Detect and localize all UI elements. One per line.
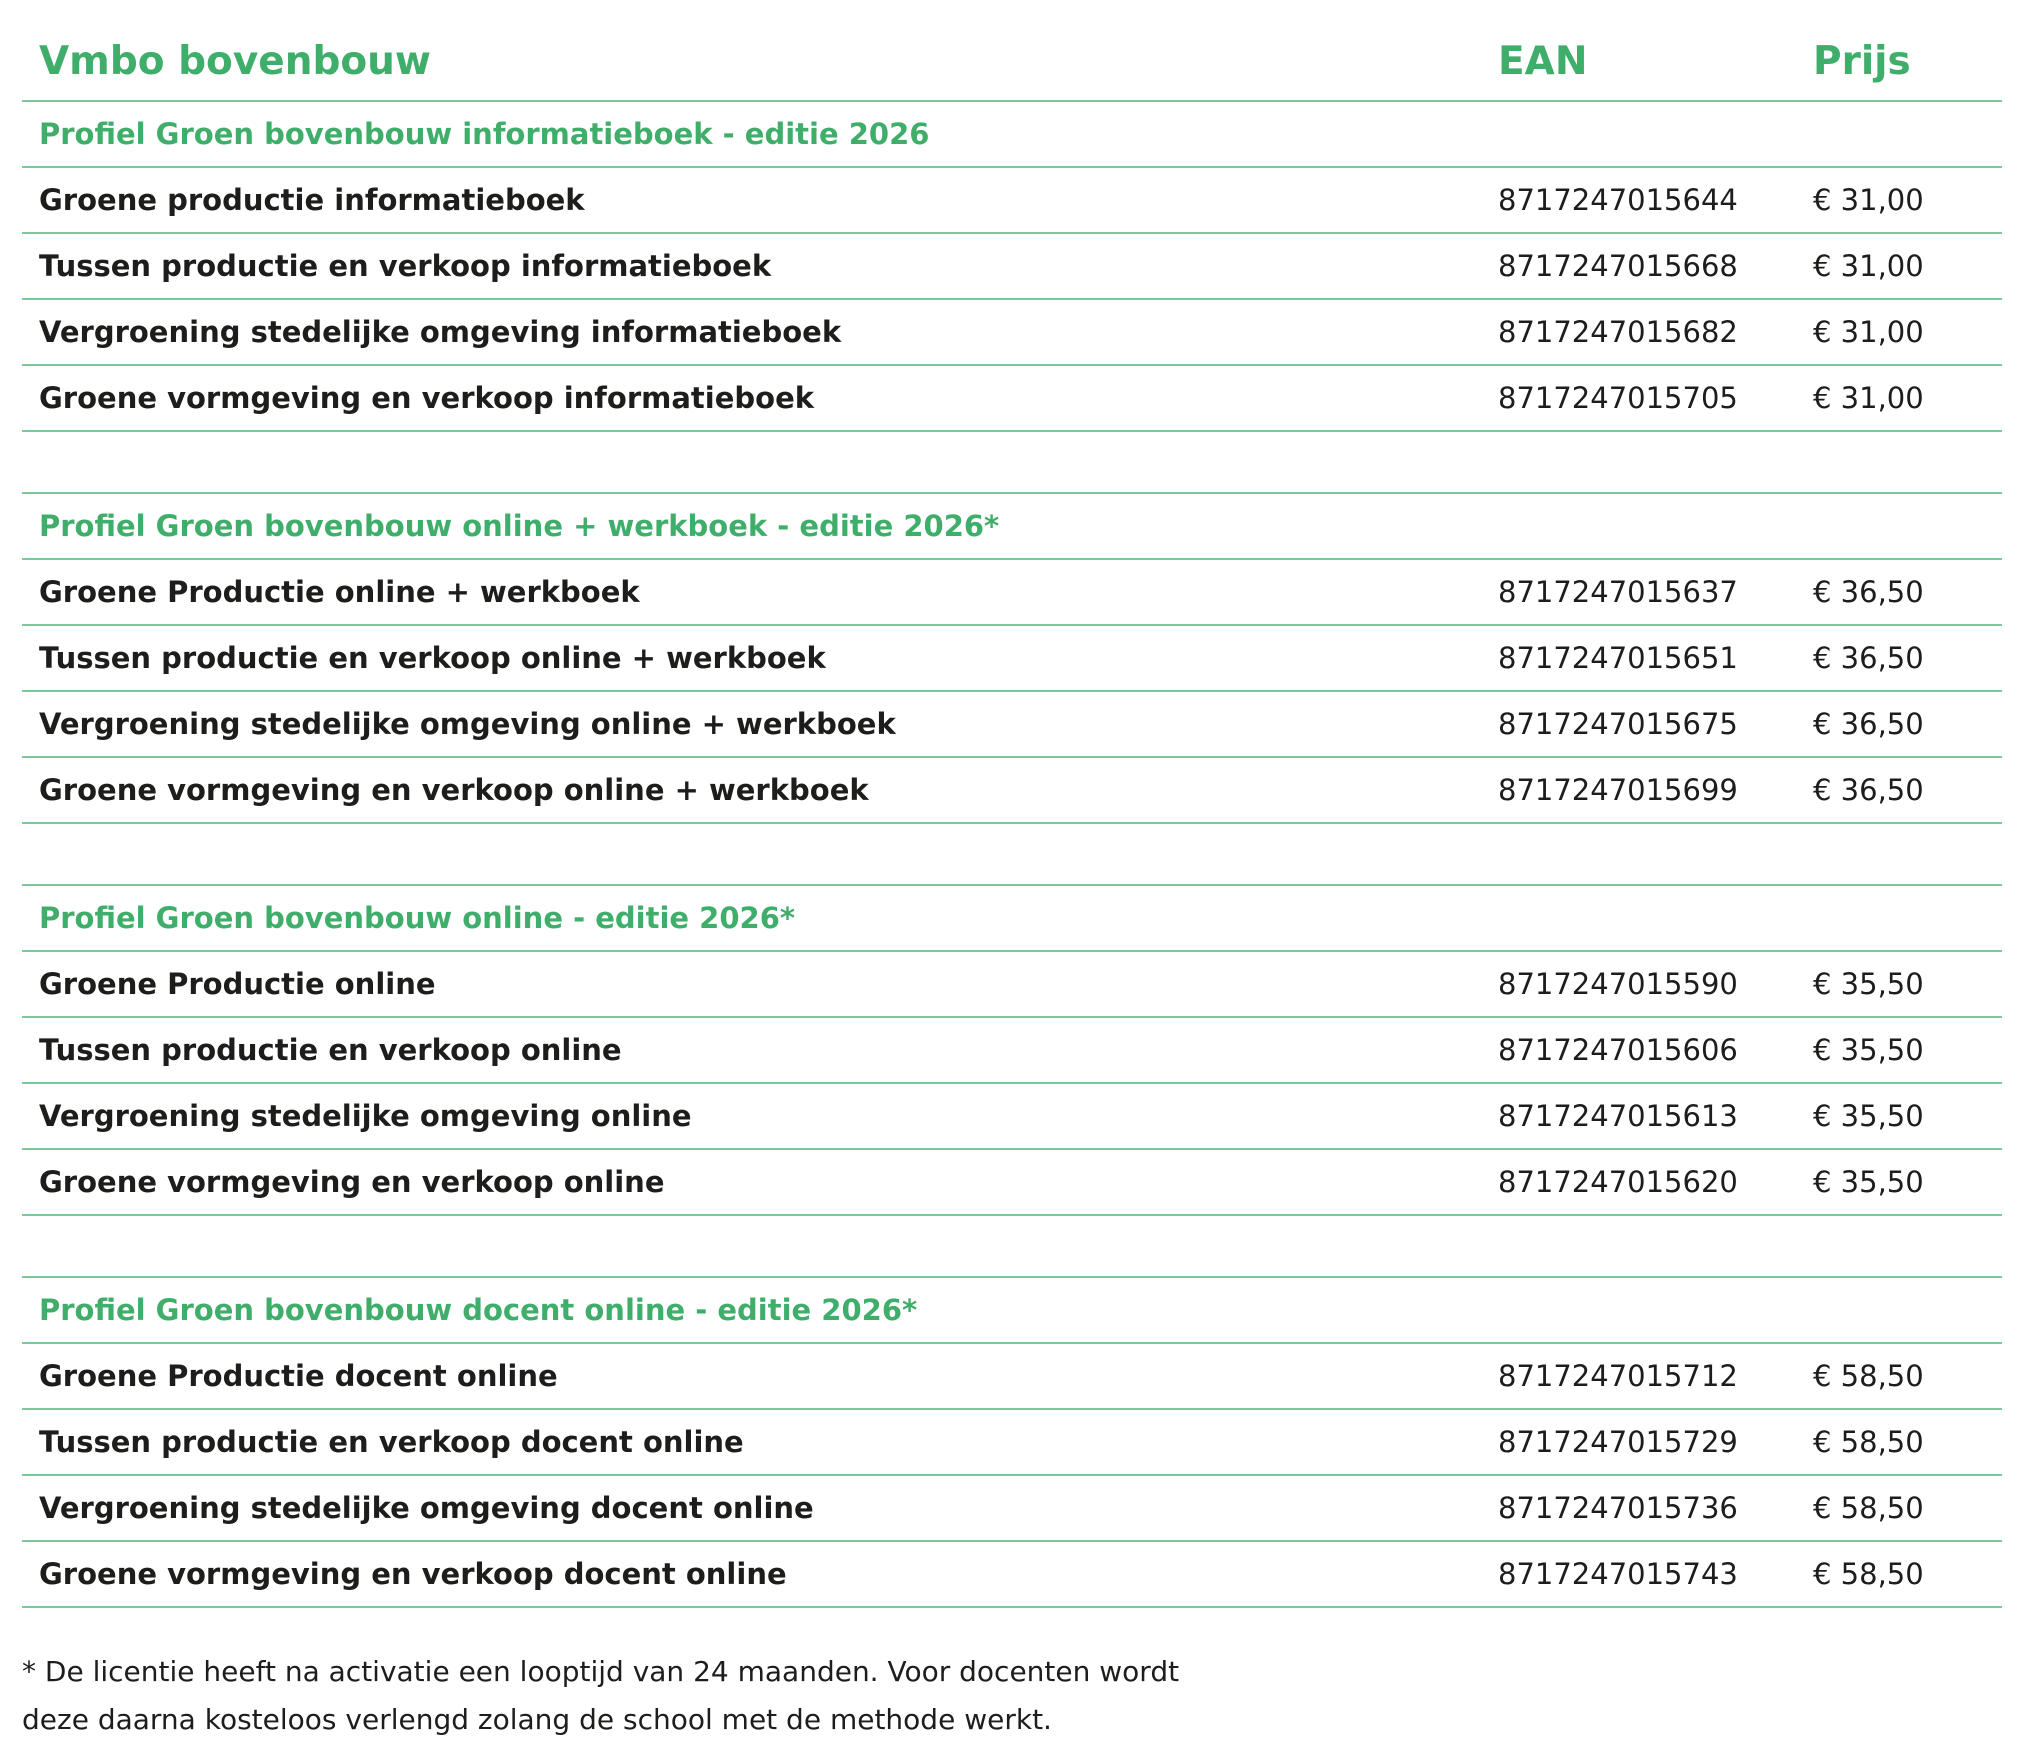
product-ean: 8717247015644 <box>1498 183 1738 217</box>
product-price: € 36,50 <box>1813 575 1924 609</box>
group-title-text: Profiel Groen bovenbouw online - editie 2026* <box>39 901 796 935</box>
group-title <box>22 102 2002 168</box>
ean-column-header: EAN <box>1498 38 1588 84</box>
product-name: Tussen productie en verkoop online + werkboek <box>39 641 826 675</box>
table-header <box>22 22 2002 102</box>
product-name: Vergroening stedelijke omgeving docent online <box>39 1491 814 1525</box>
group-title <box>22 494 2002 560</box>
table-row <box>22 1344 2002 1410</box>
table-row <box>22 168 2002 234</box>
product-price: € 31,00 <box>1813 183 1924 217</box>
table-row <box>22 952 2002 1018</box>
product-group-informatieboek <box>22 102 2002 494</box>
product-ean: 8717247015682 <box>1498 315 1738 349</box>
product-ean: 8717247015613 <box>1498 1099 1738 1133</box>
product-ean: 8717247015675 <box>1498 707 1738 741</box>
product-price: € 36,50 <box>1813 773 1924 807</box>
product-name: Tussen productie en verkoop online <box>39 1033 622 1067</box>
table-row <box>22 1084 2002 1150</box>
product-group-docent-online <box>22 1278 2002 1608</box>
table-row <box>22 1542 2002 1608</box>
product-name: Groene vormgeving en verkoop docent online <box>39 1557 787 1591</box>
product-ean: 8717247015712 <box>1498 1359 1738 1393</box>
table-row <box>22 626 2002 692</box>
product-name: Groene Productie online <box>39 967 436 1001</box>
product-price: € 31,00 <box>1813 249 1924 283</box>
product-price: € 35,50 <box>1813 967 1924 1001</box>
group-title <box>22 886 2002 952</box>
product-price: € 31,00 <box>1813 315 1924 349</box>
product-price: € 58,50 <box>1813 1491 1924 1525</box>
product-name: Groene Productie docent online <box>39 1359 558 1393</box>
table-row <box>22 1476 2002 1542</box>
table-title: Vmbo bovenbouw <box>39 38 431 84</box>
product-group-online <box>22 886 2002 1278</box>
product-name: Groene vormgeving en verkoop online + werkboek <box>39 773 869 807</box>
product-group-online-werkboek <box>22 494 2002 886</box>
product-ean: 8717247015620 <box>1498 1165 1738 1199</box>
product-ean: 8717247015651 <box>1498 641 1738 675</box>
table-row <box>22 1410 2002 1476</box>
product-ean: 8717247015699 <box>1498 773 1738 807</box>
product-name: Groene vormgeving en verkoop online <box>39 1165 665 1199</box>
product-price: € 36,50 <box>1813 707 1924 741</box>
footnote-line: deze daarna kosteloos verlengd zolang de school met de methode werkt. <box>22 1703 1052 1736</box>
group-title-text: Profiel Groen bovenbouw online + werkboek - editie 2026* <box>39 509 1000 543</box>
product-price: € 35,50 <box>1813 1033 1924 1067</box>
table-row <box>22 366 2002 432</box>
product-ean: 8717247015668 <box>1498 249 1738 283</box>
product-price: € 36,50 <box>1813 641 1924 675</box>
product-name: Vergroening stedelijke omgeving informatieboek <box>39 315 842 349</box>
footnote-line: * De licentie heeft na activatie een looptijd van 24 maanden. Voor docenten wordt <box>22 1655 1180 1688</box>
group-title-text: Profiel Groen bovenbouw informatieboek - editie 2026 <box>39 117 930 151</box>
product-ean: 8717247015736 <box>1498 1491 1738 1525</box>
group-title-text: Profiel Groen bovenbouw docent online - editie 2026* <box>39 1293 918 1327</box>
table-row <box>22 560 2002 626</box>
product-name: Vergroening stedelijke omgeving online + werkboek <box>39 707 896 741</box>
group-spacer <box>22 432 2002 494</box>
table-row <box>22 1150 2002 1216</box>
product-name: Groene vormgeving en verkoop informatieboek <box>39 381 815 415</box>
product-ean: 8717247015606 <box>1498 1033 1738 1067</box>
product-price: € 31,00 <box>1813 381 1924 415</box>
table-row <box>22 234 2002 300</box>
table-row <box>22 1018 2002 1084</box>
license-footnote <box>22 1648 1322 1744</box>
table-row <box>22 692 2002 758</box>
price-column-header: Prijs <box>1813 38 1911 84</box>
product-price: € 35,50 <box>1813 1099 1924 1133</box>
product-name: Vergroening stedelijke omgeving online <box>39 1099 692 1133</box>
table-row <box>22 758 2002 824</box>
product-name: Tussen productie en verkoop informatieboek <box>39 249 772 283</box>
product-ean: 8717247015590 <box>1498 967 1738 1001</box>
table-row <box>22 300 2002 366</box>
group-title <box>22 1278 2002 1344</box>
product-price: € 58,50 <box>1813 1557 1924 1591</box>
product-price: € 35,50 <box>1813 1165 1924 1199</box>
product-name: Tussen productie en verkoop docent online <box>39 1425 744 1459</box>
product-ean: 8717247015729 <box>1498 1425 1738 1459</box>
product-ean: 8717247015705 <box>1498 381 1738 415</box>
group-spacer <box>22 824 2002 886</box>
product-price: € 58,50 <box>1813 1425 1924 1459</box>
product-ean: 8717247015637 <box>1498 575 1738 609</box>
price-table <box>22 22 2002 1608</box>
product-name: Groene productie informatieboek <box>39 183 585 217</box>
group-spacer <box>22 1216 2002 1278</box>
product-price: € 58,50 <box>1813 1359 1924 1393</box>
product-ean: 8717247015743 <box>1498 1557 1738 1591</box>
product-name: Groene Productie online + werkboek <box>39 575 640 609</box>
